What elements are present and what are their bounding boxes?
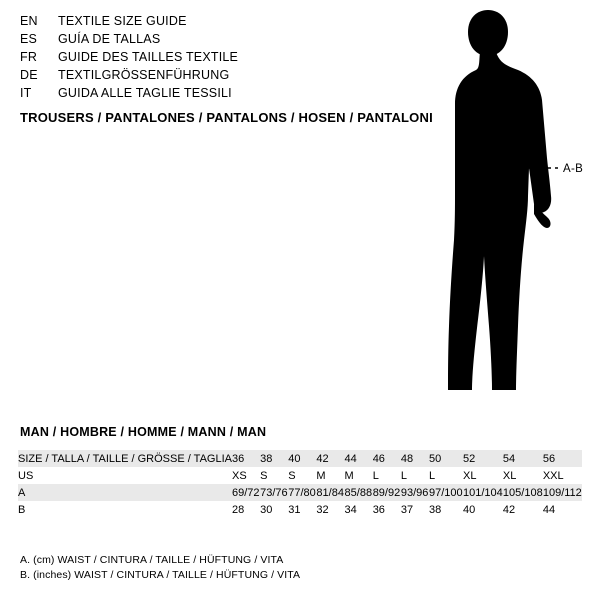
male-silhouette-icon [400,8,600,408]
footnote-b: B. (inches) WAIST / CINTURA / TAILLE / HÜFTUNG / VITA [20,569,301,581]
cell: 40 [288,452,301,465]
cell: 40 [463,503,476,516]
cell: 44 [542,503,556,516]
language-text: GUIDE DES TAILLES TEXTILE [58,50,239,64]
cell: XL [502,469,517,482]
cell: 42 [502,503,516,516]
language-text: GUIDA ALLE TAGLIE TESSILI [58,86,232,100]
cell: 81/84 [316,486,344,499]
cell: XXL [542,469,564,482]
cell: M [344,469,354,482]
cell: 69/72 [231,486,260,499]
footnotes [20,553,300,583]
cell: 48 [400,452,414,465]
man-section-title: MAN / HOMBRE / HOMME / MANN / MAN [20,425,267,439]
cell: S [288,469,296,482]
figure-illustration [400,8,600,408]
language-code: ES [20,32,38,46]
cell: 37 [400,503,414,516]
language-text: TEXTILGRÖSSENFÜHRUNG [58,68,230,82]
cell: 32 [316,503,329,516]
cell: 30 [260,503,273,516]
language-row [20,32,420,50]
language-row [20,68,420,86]
cell: XS [231,469,247,482]
cell: 93/96 [400,486,429,499]
row-label: US [18,469,34,482]
row-label: A [18,486,26,499]
cell: 89/92 [372,486,401,499]
cell: 31 [288,503,301,516]
table-row [18,501,582,518]
cell: 36 [231,452,245,465]
cell: 97/100 [428,486,463,499]
row-label: SIZE / TALLA / TAILLE / GRÖSSE / TAGLIA [18,452,232,465]
table-row [18,467,582,484]
cell: 109/112 [542,486,582,499]
cell: 73/76 [260,486,288,499]
language-row [20,50,420,68]
footnote-a: A. (cm) WAIST / CINTURA / TAILLE / HÜFTUNG / VITA [20,554,284,566]
cell: 52 [463,452,476,465]
cell: L [400,469,407,482]
cell: 54 [502,452,516,465]
language-code: IT [20,86,32,100]
cell: 28 [231,503,245,516]
cell: 56 [542,452,556,465]
cell: S [260,469,268,482]
language-row [20,14,420,32]
size-table [18,450,582,518]
cell: 34 [344,503,357,516]
cell: L [372,469,379,482]
cell: 101/104 [463,486,503,499]
row-label: B [18,503,26,516]
language-code: DE [20,68,38,82]
cell: 46 [372,452,385,465]
language-text: GUÍA DE TALLAS [58,32,161,46]
language-code: EN [20,14,38,28]
cell: XL [463,469,477,482]
table-row [18,450,582,467]
cell: 77/80 [288,486,316,499]
cell: 36 [372,503,385,516]
cell: 50 [428,452,442,465]
cell: 38 [260,452,273,465]
language-text: TEXTILE SIZE GUIDE [58,14,187,28]
category-title: TROUSERS / PANTALONES / PANTALONS / HOSEN / PANTALONI [20,110,433,125]
language-row [20,86,420,104]
cell: 42 [316,452,329,465]
language-code: FR [20,50,38,64]
table-row [18,484,582,501]
cell: 85/88 [344,486,373,499]
measure-label-ab: A-B [563,163,584,175]
cell: 44 [344,452,357,465]
cell: 105/108 [502,486,543,499]
cell: L [428,469,436,482]
cell: M [316,469,326,482]
language-list [20,14,420,104]
cell: 38 [428,503,442,516]
